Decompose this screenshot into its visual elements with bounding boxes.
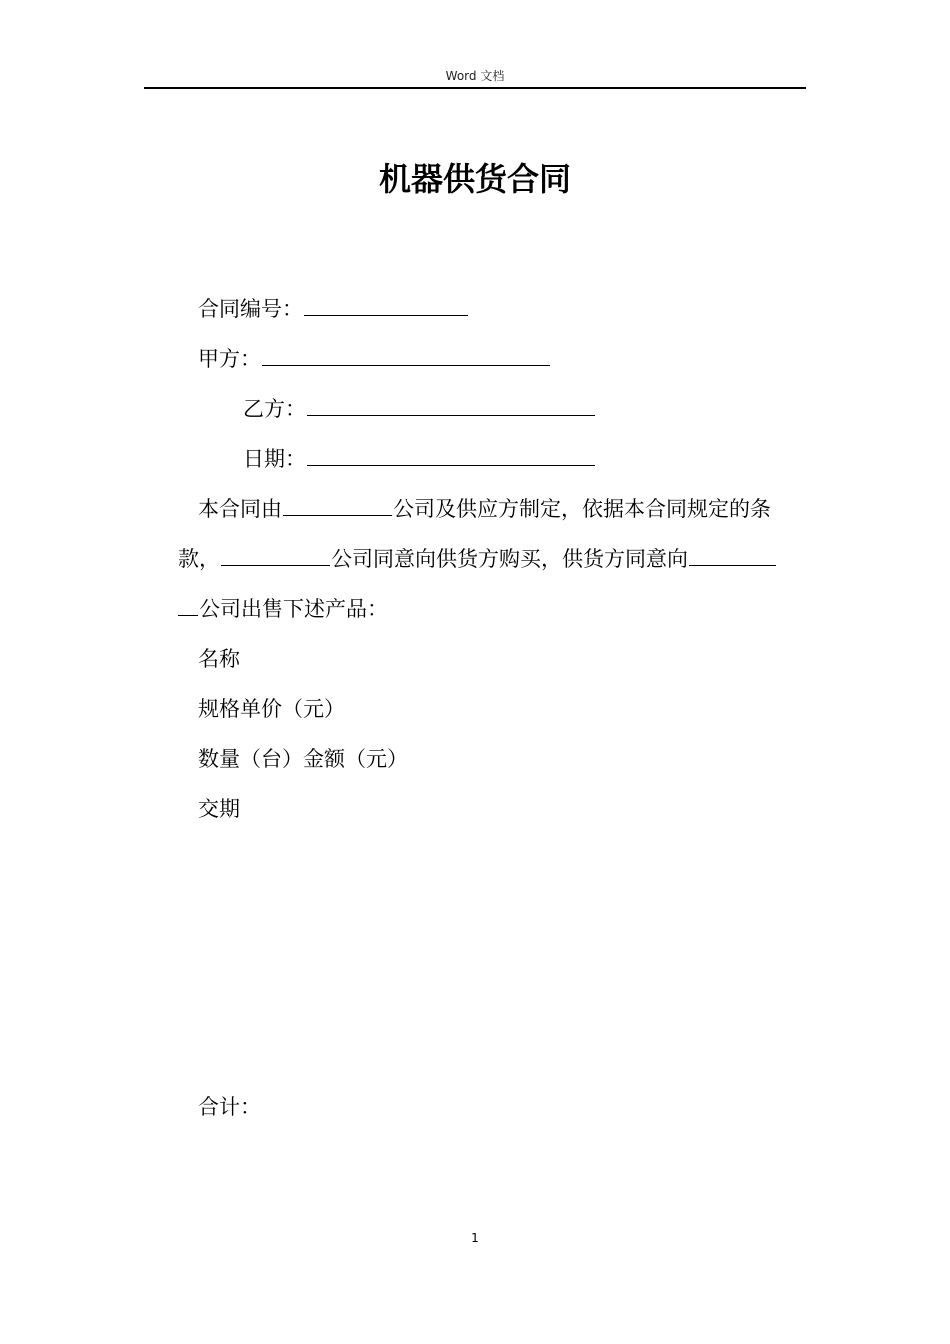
para-text-4: 公司同意向供货方购买，供货方同意向 <box>331 547 688 571</box>
date-line <box>243 444 596 474</box>
contract-number-line <box>198 294 469 324</box>
paragraph-line-1 <box>198 494 771 524</box>
company-blank-3a <box>689 544 776 566</box>
paragraph-line-2 <box>178 544 777 574</box>
party-b-blank <box>307 394 595 416</box>
document-title: 机器供货合同 <box>378 160 571 198</box>
company-blank-1 <box>283 494 392 516</box>
para-text-2: 公司及供应方制定，依据本合同规定的条 <box>393 497 771 521</box>
party-b-line <box>243 394 596 424</box>
paragraph-line-3 <box>178 594 388 624</box>
company-blank-3b <box>178 594 198 616</box>
party-a-line <box>198 344 551 374</box>
date-blank <box>307 444 595 466</box>
party-b-label: 乙方： <box>243 397 306 421</box>
para-text-3: 款， <box>178 547 220 571</box>
item-spec-price: 规格单价（元） <box>198 697 345 721</box>
item-name: 名称 <box>198 647 240 671</box>
party-a-blank <box>262 344 550 366</box>
company-blank-2 <box>221 544 330 566</box>
item-delivery: 交期 <box>198 797 240 821</box>
para-text-1: 本合同由 <box>198 497 282 521</box>
date-label: 日期： <box>243 447 306 471</box>
party-a-label: 甲方： <box>198 347 261 371</box>
item-qty-amount: 数量（台）金额（元） <box>198 747 408 771</box>
page-number: 1 <box>471 1231 479 1245</box>
contract-number-label: 合同编号： <box>198 297 303 321</box>
contract-number-blank <box>304 294 468 316</box>
total-label: 合计： <box>198 1095 261 1119</box>
page-header: Word 文档 <box>445 69 505 83</box>
header-rule <box>144 87 806 89</box>
para-text-5: 公司出售下述产品： <box>199 597 388 621</box>
